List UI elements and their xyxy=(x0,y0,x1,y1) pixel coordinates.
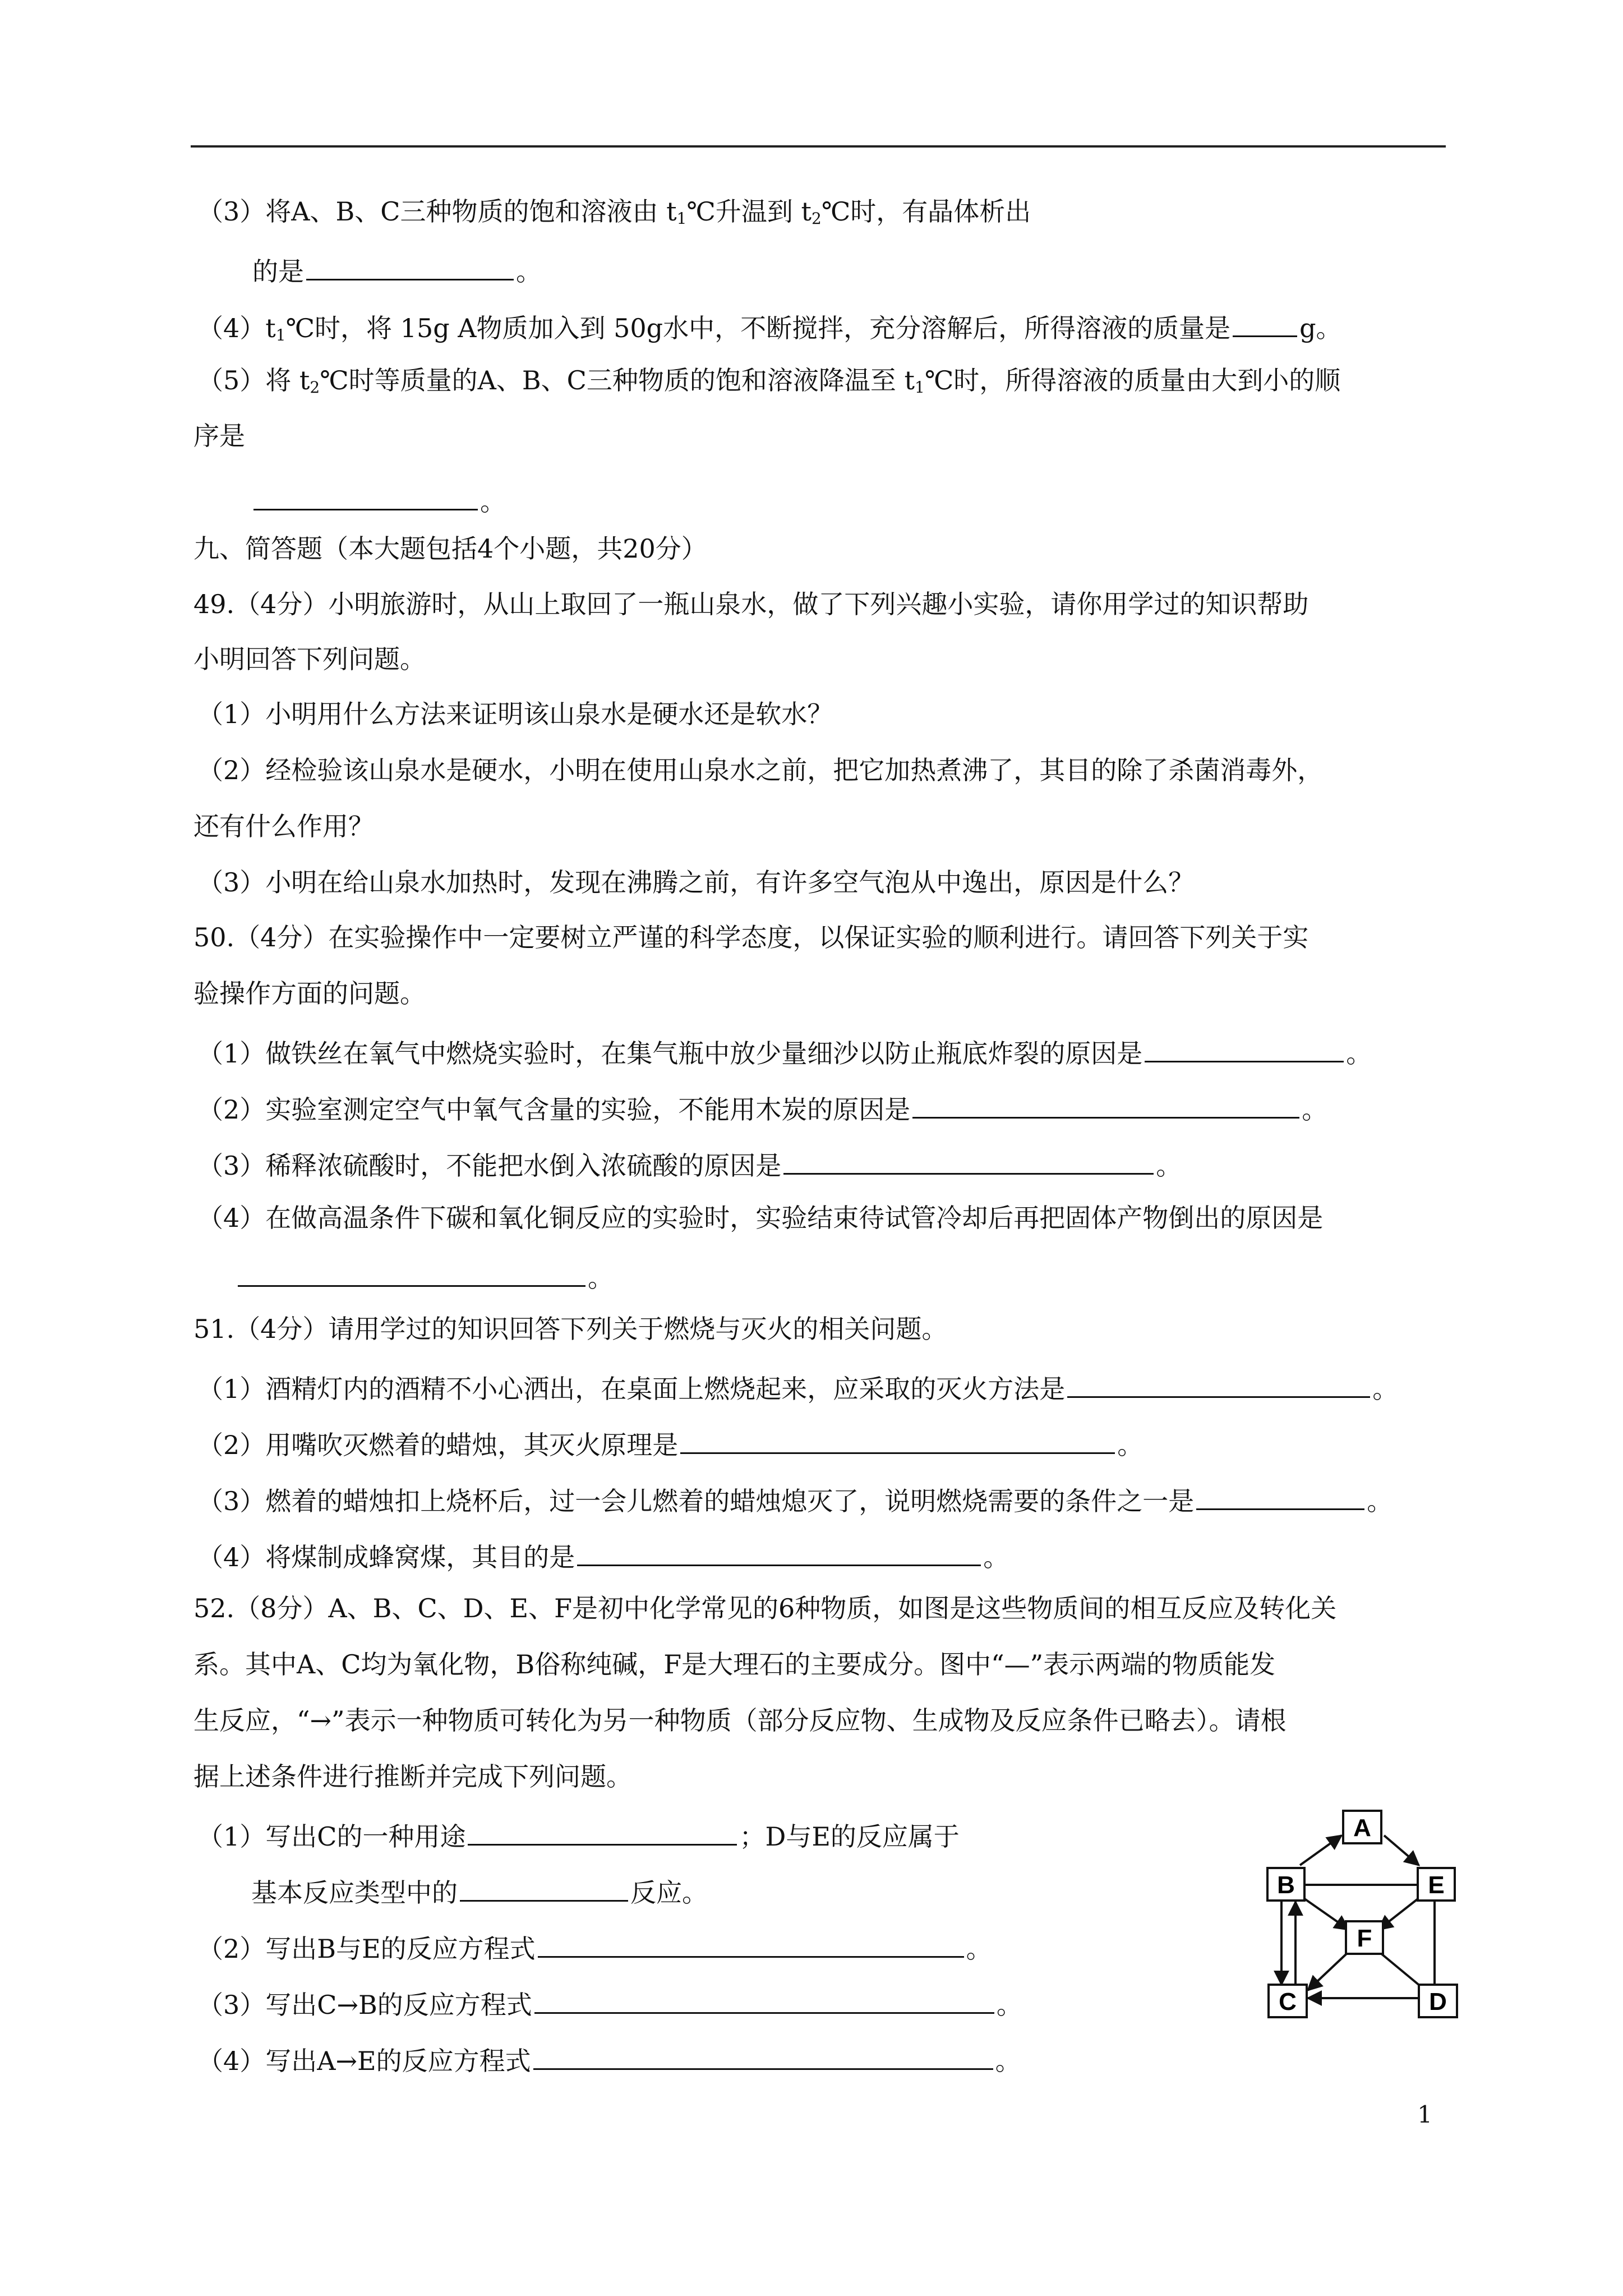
q51-stem: 51.（4分）请用学过的知识回答下列关于燃烧与灭火的相关问题。 xyxy=(193,1314,948,1344)
q49-stem-line1: 49.（4分）小明旅游时，从山上取回了一瓶山泉水，做了下列兴趣小实验，请你用学过的知识帮助 xyxy=(193,589,1309,619)
answer-blank[interactable] xyxy=(912,1089,1299,1119)
node-c xyxy=(1269,1985,1307,2017)
answer-blank[interactable] xyxy=(538,1928,964,1958)
q51-part1: （1）酒精灯内的酒精不小心洒出，在桌面上燃烧起来，应采取的灭火方法是 。 xyxy=(197,1368,1398,1406)
answer-blank[interactable] xyxy=(534,1984,994,2014)
svg-text:B: B xyxy=(1277,1871,1295,1899)
q48-part5-line2: 序是 xyxy=(193,421,245,451)
answer-blank[interactable] xyxy=(783,1145,1154,1175)
svg-text:D: D xyxy=(1429,1988,1447,2016)
arrow-e-to-f xyxy=(1378,1897,1420,1930)
q52-part2: （2）写出B与E的反应方程式 。 xyxy=(197,1928,992,1966)
answer-blank[interactable] xyxy=(468,1816,737,1846)
q48-part3-line1: （3）将A、B、C三种物质的饱和溶液由 $t_1℃$升温到 $t_2℃$时，有晶体析出 xyxy=(197,196,1031,228)
q52-part3: （3）写出C→B的反应方程式 。 xyxy=(197,1984,1022,2022)
page-number: 1 xyxy=(1417,2101,1432,2128)
q50-part3: （3）稀释浓硫酸时，不能把水倒入浓硫酸的原因是 。 xyxy=(197,1145,1182,1182)
q52-stem-line3: 生反应，“→”表示一种物质可转化为另一种物质（部分反应物、生成物及反应条件已略去）。请根 xyxy=(193,1705,1287,1736)
q48-part3-line2: 的是 。 xyxy=(252,251,542,288)
line-d-f xyxy=(1381,1953,1420,1986)
q51-part4: （4）将煤制成蜂窝煤，其目的是 。 xyxy=(197,1536,1009,1574)
q51-part2: （2）用嘴吹灭燃着的蜡烛，其灭火原理是 。 xyxy=(197,1424,1143,1462)
svg-text:C: C xyxy=(1279,1988,1297,2016)
node-e xyxy=(1418,1868,1455,1901)
answer-blank[interactable] xyxy=(533,2040,993,2070)
q52-part1-line1: （1）写出C的一种用途 ；D与E的反应属于 xyxy=(197,1816,960,1853)
answer-blank[interactable] xyxy=(306,251,514,280)
answer-blank[interactable] xyxy=(1196,1480,1364,1510)
q52-part1-line2: 基本反应类型中的 反应。 xyxy=(251,1872,708,1910)
answer-blank[interactable] xyxy=(1145,1033,1344,1062)
substance-relationship-diagram xyxy=(1251,1806,1486,2042)
q50-part4-line1: （4）在做高温条件下碳和氧化铜反应的实验时，实验结束待试管冷却后再把固体产物倒出的原因是 xyxy=(197,1203,1324,1233)
q52-stem-line2: 系。其中A、C均为氧化物，B俗称纯碱，F是大理石的主要成分。图中“—”表示两端的物质能发 xyxy=(193,1649,1276,1680)
node-d xyxy=(1419,1985,1457,2017)
answer-blank[interactable] xyxy=(253,481,478,510)
svg-text:A: A xyxy=(1353,1814,1371,1842)
q48-part4: $(4)t_1℃$时，将 15g A物质加入到 50g水中，不断搅拌，充分溶解后，所得溶液的质量是 g。 xyxy=(197,307,1342,352)
arrow-f-to-c xyxy=(1308,1953,1347,1990)
q50-part4-line2: 。 xyxy=(236,1257,614,1295)
q50-part2: （2）实验室测定空气中氧气含量的实验，不能用木炭的原因是 。 xyxy=(197,1089,1327,1126)
q50-stem-line1: 50.（4分）在实验操作中一定要树立严谨的科学态度，以保证实验的顺利进行。请回答下列关于实 xyxy=(193,922,1309,953)
q49-part2-line1: （2）经检验该山泉水是硬水，小明在使用山泉水之前，把它加热煮沸了，其目的除了杀菌消毒外， xyxy=(197,755,1324,785)
answer-blank[interactable] xyxy=(680,1424,1115,1454)
q48-part5-line3: 。 xyxy=(251,481,506,518)
arrow-b-to-a xyxy=(1300,1835,1341,1865)
q52-stem-line4: 据上述条件进行推断并完成下列问题。 xyxy=(193,1761,632,1792)
arrow-b-to-f xyxy=(1302,1897,1349,1930)
q52-part4: （4）写出A→E的反应方程式 。 xyxy=(197,2040,1021,2078)
node-a xyxy=(1343,1811,1381,1843)
answer-blank[interactable] xyxy=(577,1536,981,1566)
section-heading: 九、简答题（本大题包括4个小题，共20分） xyxy=(193,533,707,564)
q51-part3: （3）燃着的蜡烛扣上烧杯后，过一会儿燃着的蜡烛熄灭了，说明燃烧需要的条件之一是 。 xyxy=(197,1480,1393,1518)
header-rule xyxy=(191,145,1446,148)
arrow-a-to-e xyxy=(1384,1835,1419,1865)
svg-text:F: F xyxy=(1357,1925,1372,1952)
node-f xyxy=(1346,1921,1383,1954)
answer-blank[interactable] xyxy=(460,1872,628,1902)
answer-blank[interactable] xyxy=(1067,1368,1370,1398)
q49-part1: （1）小明用什么方法来证明该山泉水是硬水还是软水？ xyxy=(197,699,833,729)
q50-part1: （1）做铁丝在氧气中燃烧实验时，在集气瓶中放少量细沙以防止瓶底炸裂的原因是 。 xyxy=(197,1033,1372,1070)
q52-stem-line1: 52.（8分）A、B、C、D、E、F是初中化学常见的6种物质，如图是这些物质间的相互反应及转化关 xyxy=(193,1593,1337,1623)
q48-part5-line1: （5）将 $t_2℃$时等质量的A、B、C三种物质的饱和溶液降温至 $t_1℃$时，所得溶液的质量由大到小的顺 xyxy=(197,365,1341,397)
svg-text:E: E xyxy=(1428,1871,1445,1899)
q49-part3: （3）小明在给山泉水加热时，发现在沸腾之前，有许多空气泡从中逸出，原因是什么？ xyxy=(197,867,1195,898)
answer-blank[interactable] xyxy=(1233,307,1297,337)
q49-part2-line2: 还有什么作用？ xyxy=(193,811,374,841)
node-b xyxy=(1267,1868,1304,1901)
q49-stem-line2: 小明回答下列问题。 xyxy=(193,644,426,674)
answer-blank[interactable] xyxy=(238,1257,585,1287)
q50-stem-line2: 验操作方面的问题。 xyxy=(193,978,426,1009)
